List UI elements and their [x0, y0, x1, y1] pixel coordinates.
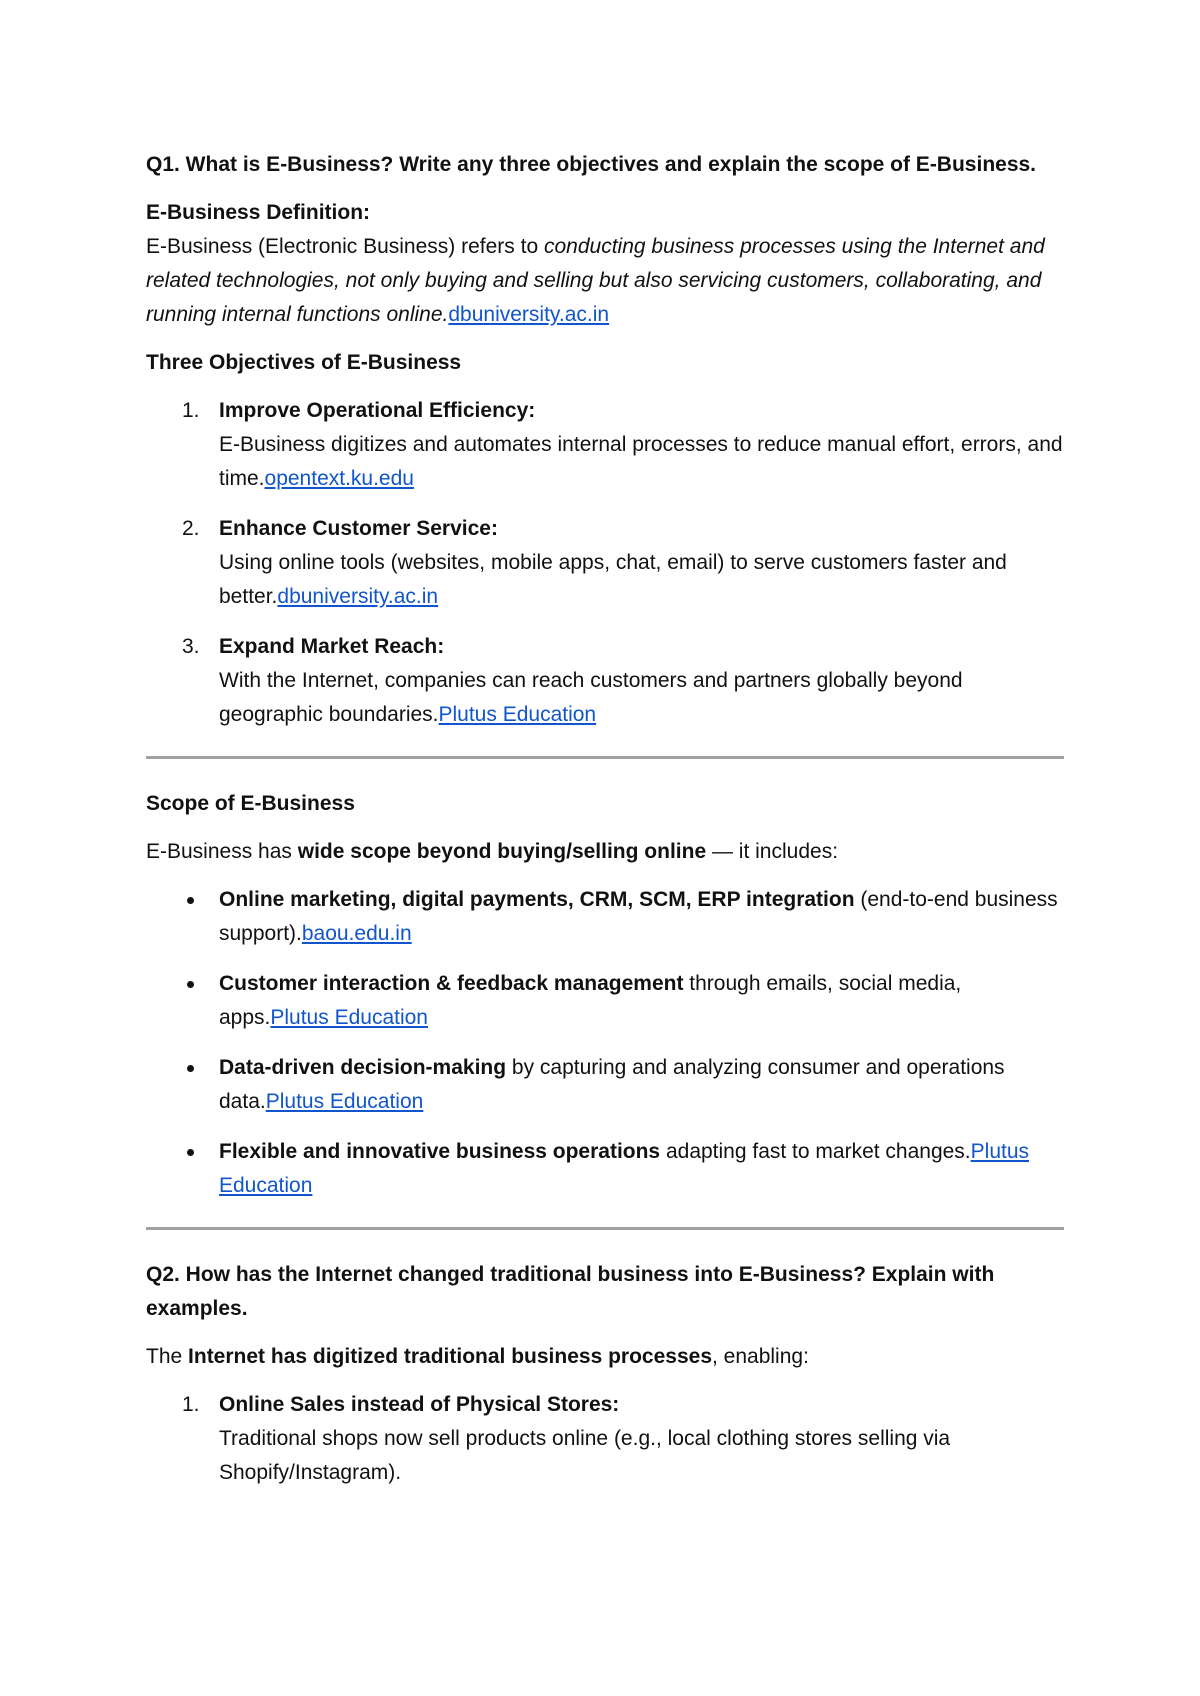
q2-item-title: Online Sales instead of Physical Stores: [219, 1393, 620, 1416]
scope-item-text: through emails, social media, apps. [219, 972, 962, 1029]
scope-heading: Scope of E-Business [146, 792, 355, 815]
objective-title: Improve Operational Efficiency: [219, 399, 536, 422]
scope-intro-bold: wide scope beyond buying/selling online [297, 840, 707, 863]
scope-intro [146, 835, 1064, 869]
scope-item-2 [146, 967, 1064, 1035]
horizontal-divider [146, 756, 1064, 759]
q2-title: Q2. How has the Internet changed traditional business into E-Business? Explain with examples. [146, 1263, 995, 1320]
objective-item-1 [146, 394, 1064, 496]
list-number: 3. [182, 635, 200, 658]
definition-prefix: E-Business (Electronic Business) refers to [146, 235, 544, 258]
scope-source-link[interactable]: Plutus Education [270, 1006, 428, 1029]
definition-paragraph [146, 230, 1064, 332]
objective-source-link[interactable]: opentext.ku.edu [264, 467, 414, 490]
scope-intro-suffix: — it includes: [706, 840, 839, 863]
scope-item-bold: Flexible and innovative business operations [219, 1140, 661, 1163]
scope-item-3 [146, 1051, 1064, 1119]
objective-text: E-Business digitizes and automates internal processes to reduce manual effort, errors, and time. [219, 433, 1063, 490]
scope-source-link[interactable]: baou.edu.in [301, 922, 412, 945]
scope-item-text: by capturing and analyzing consumer and operations data. [219, 1056, 1005, 1113]
definition-heading: E-Business Definition: [146, 201, 371, 224]
q2-item-1 [146, 1388, 1064, 1490]
scope-item-bold: Online marketing, digital payments, CRM, SCM, ERP integration [219, 888, 855, 911]
bullet-icon [187, 981, 194, 988]
list-number: 2. [182, 517, 200, 540]
q2-item-text: Traditional shops now sell products online (e.g., local clothing stores selling via Shopify/Instagram). [219, 1427, 951, 1484]
objective-text: With the Internet, companies can reach customers and partners globally beyond geographic boundaries. [219, 669, 963, 726]
scope-list [146, 883, 1064, 1203]
q1-title: Q1. What is E-Business? Write any three objectives and explain the scope of E-Business. [146, 153, 1037, 176]
scope-item-1 [146, 883, 1064, 951]
objectives-list [146, 394, 1064, 732]
objective-item-3 [146, 630, 1064, 732]
scope-item-text: (end-to-end business support). [219, 888, 1058, 945]
definition-source-link[interactable]: dbuniversity.ac.in [448, 303, 610, 326]
q2-intro-bold: Internet has digitized traditional business processes [188, 1345, 712, 1368]
q2-intro-prefix: The [146, 1345, 189, 1368]
objective-source-link[interactable]: dbuniversity.ac.in [277, 585, 439, 608]
objectives-heading: Three Objectives of E-Business [146, 351, 462, 374]
objective-item-2 [146, 512, 1064, 614]
list-number: 1. [182, 399, 200, 422]
objective-title: Expand Market Reach: [219, 635, 445, 658]
horizontal-divider [146, 1227, 1064, 1230]
scope-source-link[interactable]: Plutus Education [219, 1140, 1030, 1197]
scope-item-bold: Customer interaction & feedback management [219, 972, 684, 995]
scope-item-4 [146, 1135, 1064, 1203]
objective-source-link[interactable]: Plutus Education [438, 703, 597, 726]
scope-intro-prefix: E-Business has [146, 840, 298, 863]
bullet-icon [187, 897, 194, 904]
q2-intro [146, 1340, 1064, 1374]
q2-intro-suffix: , enabling: [712, 1345, 809, 1368]
objective-text: Using online tools (websites, mobile apps, chat, email) to serve customers faster and better. [219, 551, 1007, 608]
definition-italic: conducting business processes using the Internet and related technologies, not only buying and selling but also servicing customers, collaborating, and running internal functions online. [146, 235, 1045, 326]
bullet-icon [187, 1065, 194, 1072]
scope-source-link[interactable]: Plutus Education [265, 1090, 424, 1113]
scope-item-bold: Data-driven decision-making [219, 1056, 507, 1079]
scope-item-text: adapting fast to market changes. [660, 1140, 971, 1163]
bullet-icon [187, 1149, 194, 1156]
list-number: 1. [182, 1393, 200, 1416]
objective-title: Enhance Customer Service: [219, 517, 498, 540]
q2-list [146, 1388, 1064, 1490]
